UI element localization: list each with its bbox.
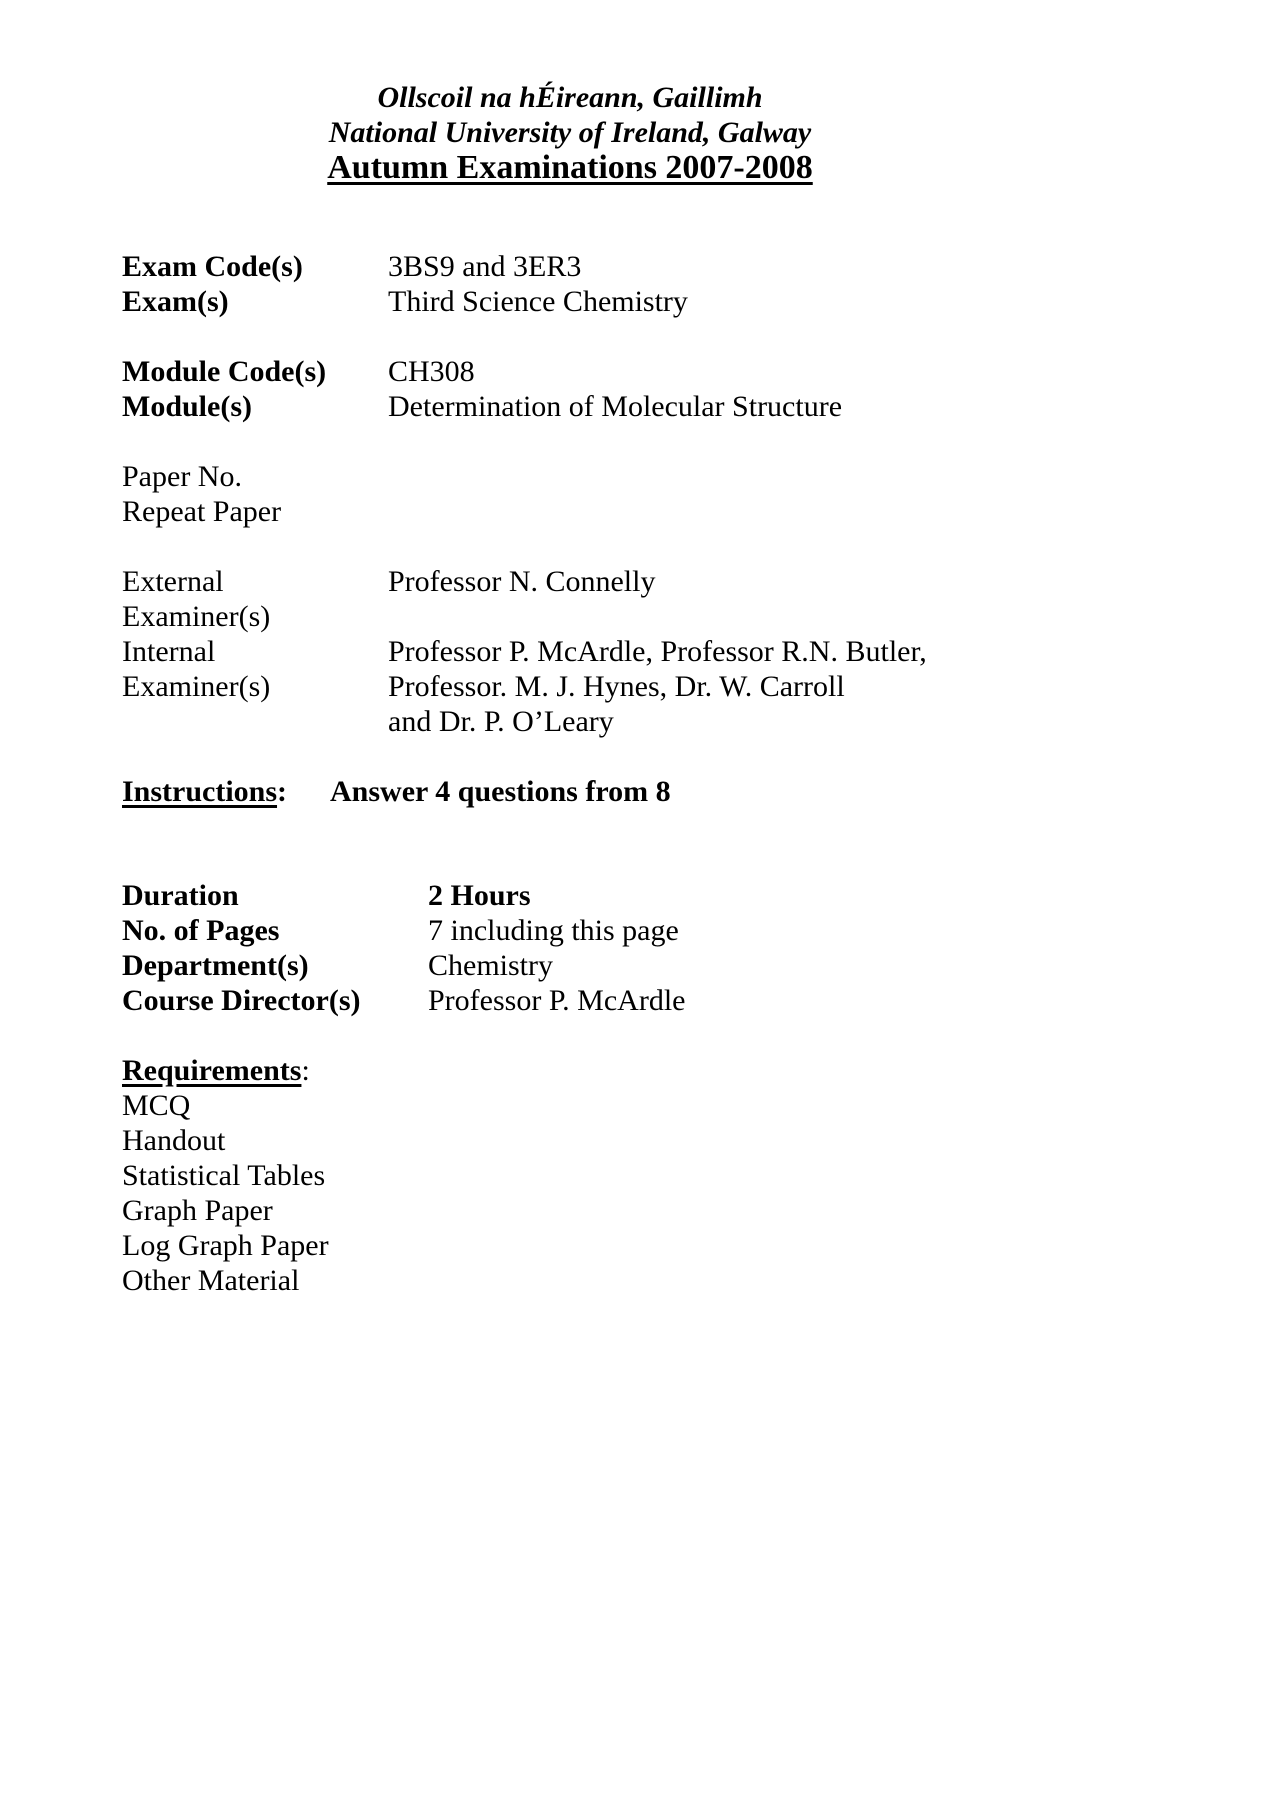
modules-value: Determination of Molecular Structure [388,390,843,423]
requirement-item: Log Graph Paper [122,1229,329,1262]
exam-session-title: Autumn Examinations 2007-2008 [327,149,813,186]
internal-examiner-label-line2: Examiner(s) [122,670,271,703]
requirements-colon: : [301,1054,310,1087]
internal-examiner-value-line1: Professor P. McArdle, Professor R.N. Butler, [388,635,927,668]
pages-label: No. of Pages [122,914,280,947]
requirements-label: Requirements [122,1054,302,1087]
repeat-paper-label: Repeat Paper [122,495,282,528]
internal-examiner-value-line3: and Dr. P. O’Leary [388,705,614,738]
module-codes-label: Module Code(s) [122,355,327,388]
module-codes-value: CH308 [388,355,475,388]
university-irish-name: Ollscoil na hÉireann, Gaillimh [377,81,763,114]
university-english-name: National University of Ireland, Galway [328,116,812,149]
instructions-colon: : [277,775,288,808]
exam-codes-label: Exam Code(s) [122,250,303,283]
exams-value: Third Science Chemistry [388,285,688,318]
requirements-heading [122,1053,310,1088]
course-director-label: Course Director(s) [122,984,361,1017]
pages-value: 7 including this page [428,914,679,947]
course-director-value: Professor P. McArdle [428,984,686,1017]
exam-codes-value: 3BS9 and 3ER3 [388,250,582,283]
external-examiner-label-line1: External [122,565,224,598]
duration-label: Duration [122,879,239,912]
modules-label: Module(s) [122,390,252,423]
paper-no-label: Paper No. [122,460,242,493]
requirement-item: Graph Paper [122,1194,273,1227]
instructions-label [122,774,287,809]
department-label: Department(s) [122,949,309,982]
internal-examiner-value-line2: Professor. M. J. Hynes, Dr. W. Carroll [388,670,845,703]
instructions-label-text: Instructions [122,775,278,808]
external-examiner-label-line2: Examiner(s) [122,600,271,633]
requirement-item: Statistical Tables [122,1159,326,1192]
requirement-item: MCQ [122,1089,191,1122]
requirement-item: Handout [122,1124,226,1157]
requirement-item: Other Material [122,1264,300,1297]
internal-examiner-label-line1: Internal [122,635,216,668]
duration-value: 2 Hours [428,879,531,912]
department-value: Chemistry [428,949,553,982]
external-examiner-value: Professor N. Connelly [388,565,656,598]
instructions-text: Answer 4 questions from 8 [330,775,671,808]
exams-label: Exam(s) [122,285,229,318]
